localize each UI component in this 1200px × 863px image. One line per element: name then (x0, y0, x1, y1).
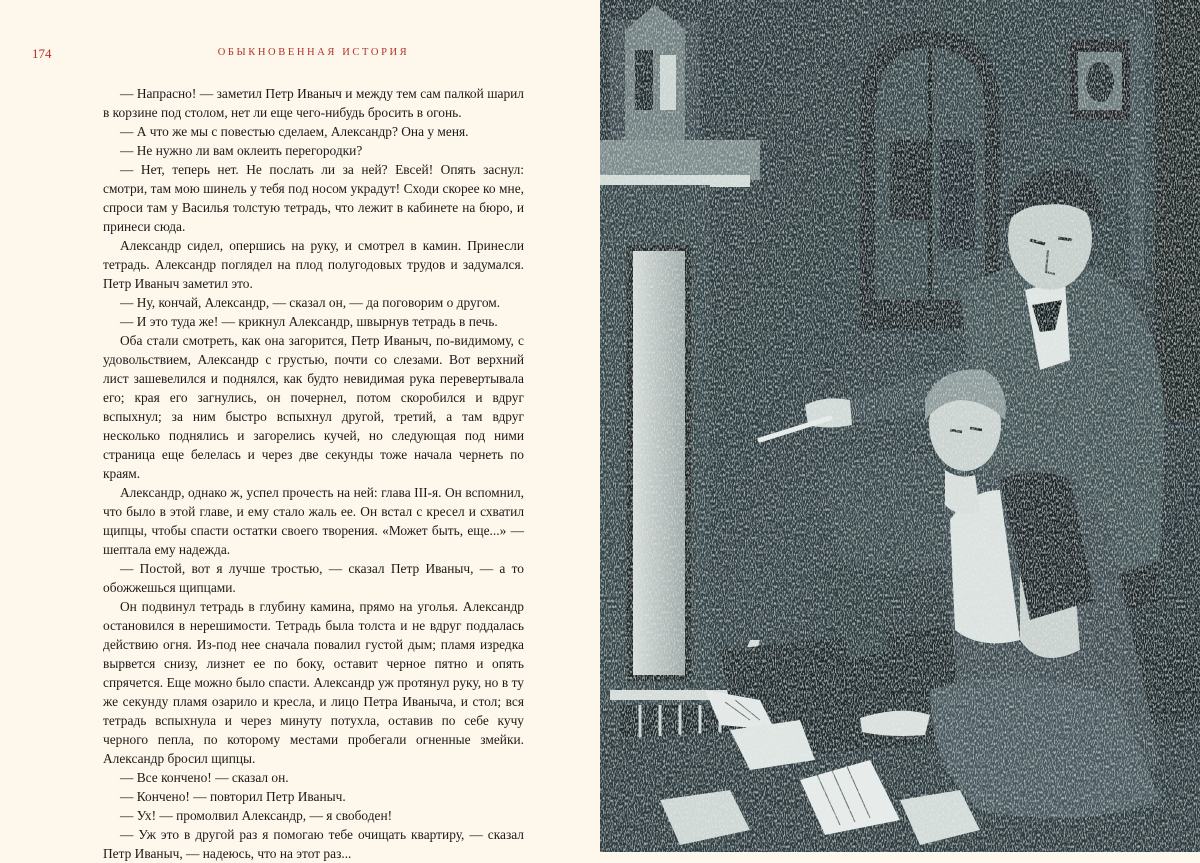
paragraph: — Напрасно! — заметил Петр Иваныч и между тем сам палкой шарил в корзине под столом, нет ли еще чего-нибудь бросить в огонь. (103, 86, 524, 120)
paragraph: Оба стали смотреть, как она загорится, Петр Иваныч, по-видимому, с удовольствием, Александр с грустью, почти со слезами. Вот верхний лист зашевелился и поднялся, как будто невидимая рука перевертывала его; края его загнулись, он почернел, потом скоробился и вдруг вспыхнул; за ним быстро вспыхнул другой, третий, а там вдруг несколько поднялись и загорелись кучей, но следующая под ними страница еще белелась и через две секунды тоже начала чернеть по краям. (103, 333, 524, 481)
charcoal-illustration (600, 0, 1200, 852)
right-page (600, 0, 1200, 852)
body-text (103, 84, 524, 863)
paragraph: — Ух! — промолвил Александр, — я свободен! (120, 808, 393, 823)
paragraph: — Кончено! — повторил Петр Иваныч. (120, 789, 346, 804)
left-page (0, 0, 600, 861)
paragraph: Александр сидел, опершись на руку, и смотрел в камин. Принесли тетрадь. Александр поглядел на плод полугодовых трудов и задумался. Петр Иваныч заметил это. (103, 238, 524, 291)
paragraph: Александр, однако ж, успел прочесть на ней: глава III-я. Он вспомнил, что было в этой главе, и ему стало жаль ее. Он встал с кресел и схватил щипцы, чтобы спасти остатки своего творения. «Может быть, еще...» — шептала ему надежда. (103, 485, 524, 557)
paragraph: — А что же мы с повестью сделаем, Александр? Она у меня. (120, 124, 469, 139)
paragraph: — Постой, вот я лучше тростью, — сказал Петр Иваныч, — а то обожжешься щипцами. (103, 561, 524, 595)
paragraph: — Уж это в другой раз я помогаю тебе очищать квартиру, — сказал Петр Иваныч, — надеюсь, что на этот раз... (103, 827, 524, 861)
running-head (0, 46, 600, 64)
page-number: 174 (32, 46, 52, 61)
running-head-title: ОБЫКНОВЕННАЯ ИСТОРИЯ (217, 47, 410, 58)
paragraph: — Не нужно ли вам оклеить перегородки? (120, 143, 363, 158)
paragraph: — И это туда же! — крикнул Александр, швырнув тетрадь в печь. (120, 314, 498, 329)
paragraph: — Нет, теперь нет. Не послать ли за ней? Евсей! Опять заснул: смотри, там мою шинель у тебя под носом украдут! Сходи скорее ко мне, спроси там у Василья толстую тетрадь, что лежит в кабинете на бюро, и принеси сюда. (103, 162, 524, 234)
paragraph: Он подвинул тетрадь в глубину камина, прямо на уголья. Александр остановился в нерешимости. Тетрадь была толста и не вдруг поддалась действию огня. Из-под нее сначала повалил густой дым; пламя изредка вырвется снизу, лизнет ее по боку, оставит черное пятно и опять спрячется. Еще можно было спасти. Александр уж протянул руку, но в ту же секунду пламя озарило и кресла, и лицо Петра Иваныча, и стол; вся тетрадь вспыхнула и через минуту потухла, оставив по себе кучу черного пепла, по которому местами пробегали огненные змейки. Александр бросил щипцы. (103, 599, 524, 766)
paragraph: — Ну, кончай, Александр, — сказал он, — да поговорим о другом. (120, 295, 501, 310)
paragraph: — Все кончено! — сказал он. (120, 770, 289, 785)
